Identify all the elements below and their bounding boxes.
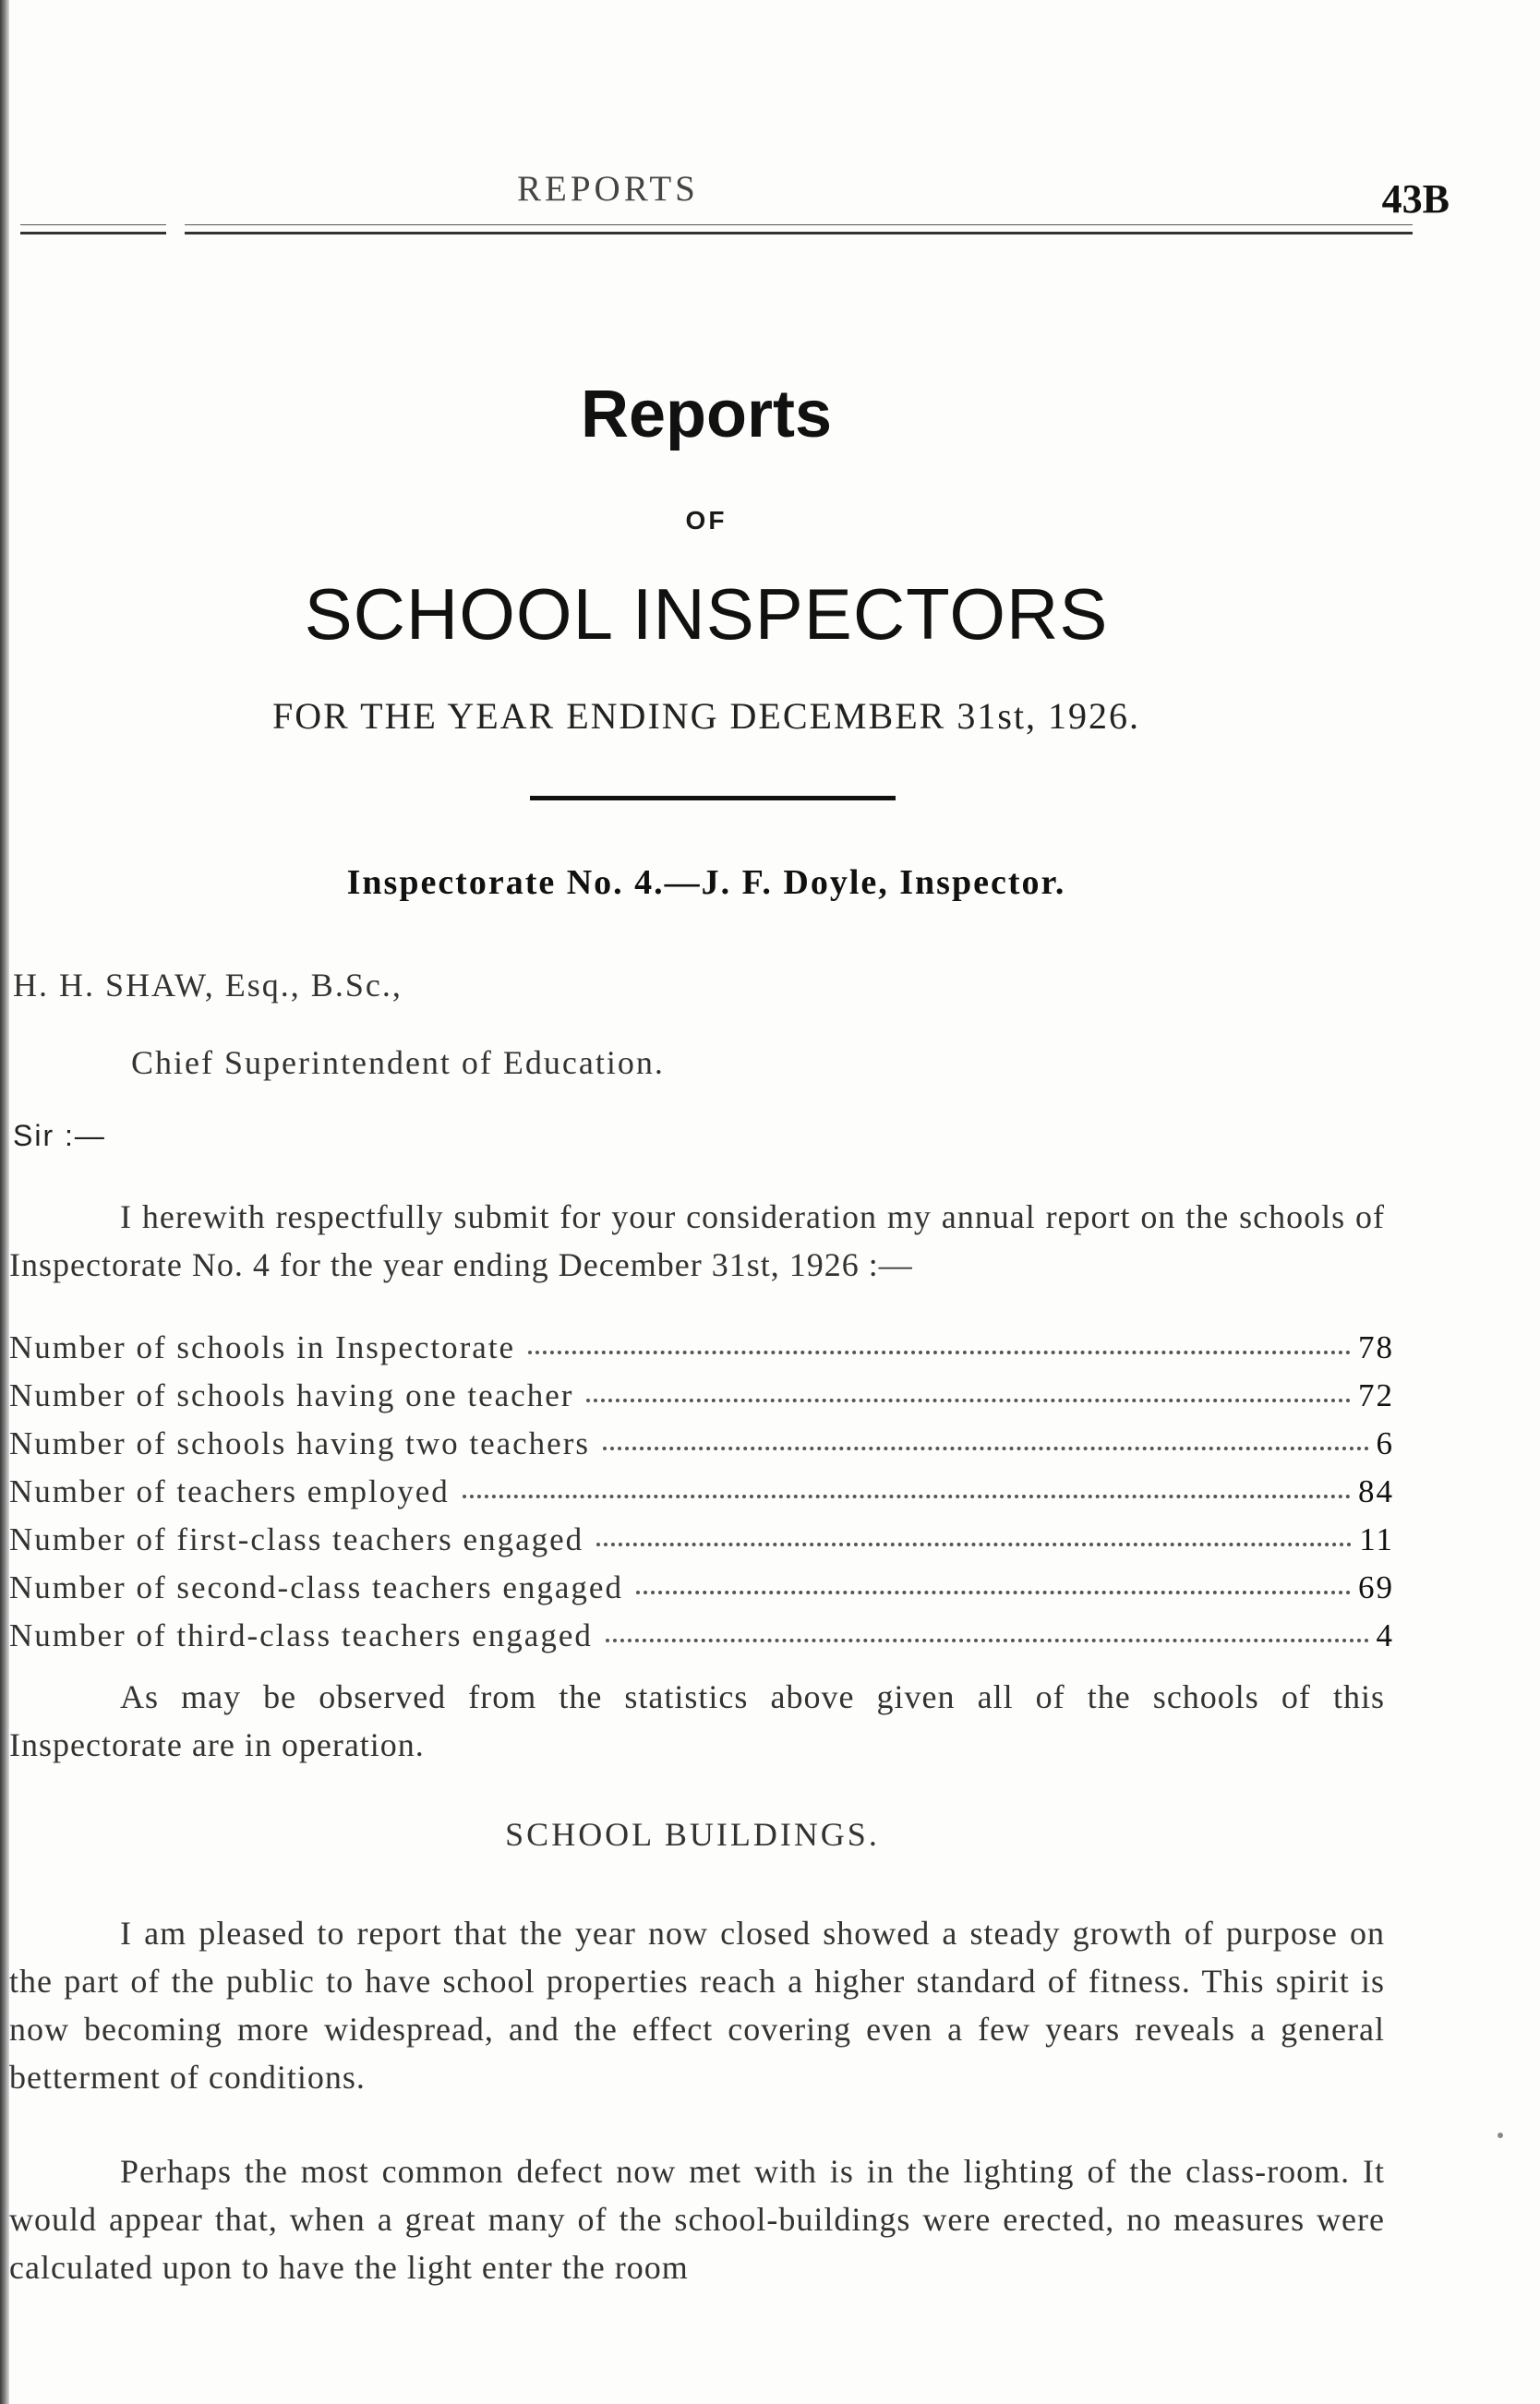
stats-note-text: As may be observed from the statistics above given all of the schools of this Inspectorate are in operation. [9, 1678, 1385, 1763]
leader-dots [596, 1543, 1352, 1546]
report-subject-title: SCHOOL INSPECTORS [304, 573, 1109, 655]
inspectorate-heading: Inspectorate No. 4.—J. F. Doyle, Inspector. [346, 863, 1066, 902]
stat-value: 6 [1376, 1425, 1394, 1461]
leader-dots [528, 1351, 1351, 1354]
buildings-paragraph-2 [9, 2147, 1385, 2291]
header-rule-left-top [20, 224, 166, 225]
stat-label: Number of teachers employed [9, 1473, 450, 1509]
header-rule-right-top [185, 224, 1413, 225]
title-divider [530, 796, 896, 800]
stats-note-paragraph [9, 1673, 1385, 1769]
leader-dots [636, 1591, 1351, 1594]
title-of: OF [685, 506, 728, 535]
header-rule-left-bottom [20, 232, 166, 234]
paragraph-1-text: I am pleased to report that the year now closed showed a steady growth of purpose on the part of the public to have school properties reach a higher standard of fitness. This spirit is now becoming more widespread, and the effect covering even a few years reveals a general betterment of conditions. [9, 1915, 1385, 2096]
stat-value: 78 [1358, 1329, 1394, 1365]
paper-speck [1498, 2133, 1503, 2138]
stat-row [9, 1569, 1394, 1617]
stat-row [9, 1521, 1394, 1569]
stat-value: 84 [1358, 1473, 1394, 1509]
paragraph-2-text: Perhaps the most common defect now met with is in the lighting of the class-room. It would appear that, when a great many of the school-buildings were erected, no measures were calculated upon to have the light enter the room [9, 2153, 1385, 2286]
leader-dots [603, 1447, 1369, 1450]
stat-label: Number of first-class teachers engaged [9, 1521, 584, 1557]
stat-label: Number of third-class teachers engaged [9, 1617, 593, 1653]
stat-value: 4 [1376, 1617, 1394, 1653]
addressee-name: H. H. SHAW, Esq., B.Sc., [13, 967, 403, 1004]
report-title: Reports [580, 378, 833, 451]
stat-label: Number of second-class teachers engaged [9, 1569, 623, 1605]
page-binding-edge [0, 0, 9, 2404]
statistics-list [9, 1329, 1394, 1665]
header-rule-right-bottom [185, 232, 1413, 234]
stat-label: Number of schools in Inspectorate [9, 1329, 516, 1365]
section-heading: SCHOOL BUILDINGS. [505, 1816, 880, 1853]
stat-row [9, 1473, 1394, 1521]
stat-value: 69 [1358, 1569, 1394, 1605]
leader-dots [463, 1495, 1351, 1498]
intro-paragraph [9, 1193, 1385, 1289]
buildings-paragraph-1 [9, 1909, 1385, 2101]
report-year-line: FOR THE YEAR ENDING DECEMBER 31st, 1926. [271, 695, 1141, 737]
stat-value: 11 [1359, 1521, 1394, 1557]
running-title: REPORTS [517, 169, 699, 209]
salutation: Sir :— [13, 1119, 106, 1152]
stat-label: Number of schools having two teachers [9, 1425, 590, 1461]
page-number: 43B [1381, 176, 1450, 222]
addressee-title: Chief Superintendent of Education. [131, 1044, 665, 1081]
stat-row [9, 1377, 1394, 1425]
stat-row [9, 1617, 1394, 1665]
stat-value: 72 [1358, 1377, 1394, 1413]
leader-dots [606, 1639, 1369, 1642]
stat-row [9, 1425, 1394, 1473]
stat-label: Number of schools having one teacher [9, 1377, 574, 1413]
leader-dots [586, 1399, 1351, 1402]
intro-text: I herewith respectfully submit for your consideration my annual report on the schools of Inspectorate No. 4 for the year ending December 31st, 1926 :— [9, 1198, 1385, 1283]
stat-row [9, 1329, 1394, 1377]
